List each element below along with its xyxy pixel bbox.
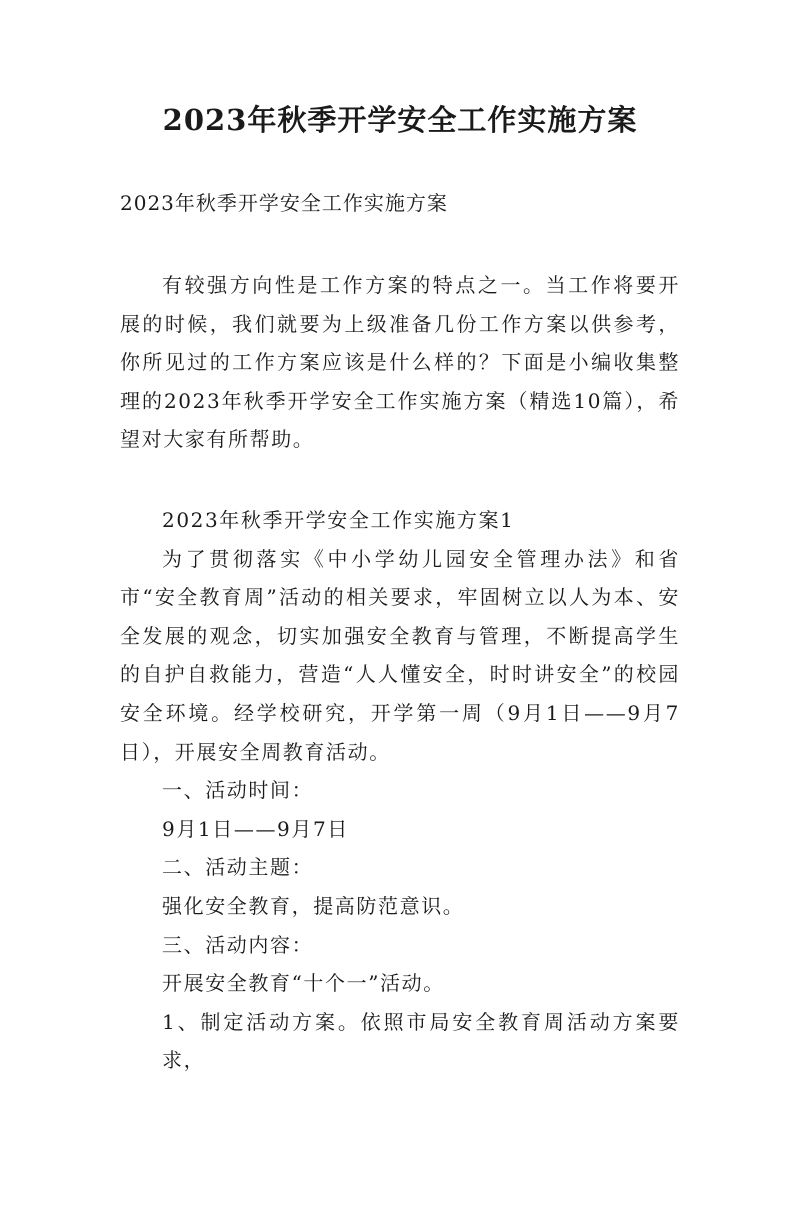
document-title: 2023年秋季开学安全工作实施方案 xyxy=(162,103,638,137)
document-subtitle: 2023年秋季开学安全工作实施方案 xyxy=(120,191,448,215)
document-page xyxy=(0,98,800,1229)
activity-item-1: 1、制定活动方案。依照市局安全教育周活动方案要求， xyxy=(162,1009,680,1073)
activity-theme-heading: 二、活动主题： xyxy=(162,855,314,880)
activity-time-value: 9月1日——9月7日 xyxy=(162,816,349,841)
section-body-paragraph: 为了贯彻落实《中小学幼儿园安全管理办法》和省市“安全教育周”活动的相关要求，牢固树立以人为本、安全发展的观念，切实加强安全教育与管理，不断提高学生的自护自救能力，营造“人人懂安全，时时讲安全”的校园安全环境。经学校研究，开学第一周（9月1日——9月7日），开展安全周教育活动。 xyxy=(120,546,680,764)
section-title: 2023年秋季开学安全工作实施方案1 xyxy=(162,507,515,532)
intro-paragraph: 有较强方向性是工作方案的特点之一。当工作将要开展的时候，我们就要为上级准备几份工作方案以供参考，你所见过的工作方案应该是什么样的？下面是小编收集整理的2023年秋季开学安全工作实施方案（精选10篇），希望对大家有所帮助。 xyxy=(120,273,680,452)
activity-theme-value: 强化安全教育，提高防范意识。 xyxy=(162,893,465,918)
activity-content-heading: 三、活动内容： xyxy=(162,932,314,957)
activity-time-heading: 一、活动时间： xyxy=(162,778,314,803)
activity-content-value: 开展安全教育“十个一”活动。 xyxy=(162,971,445,996)
